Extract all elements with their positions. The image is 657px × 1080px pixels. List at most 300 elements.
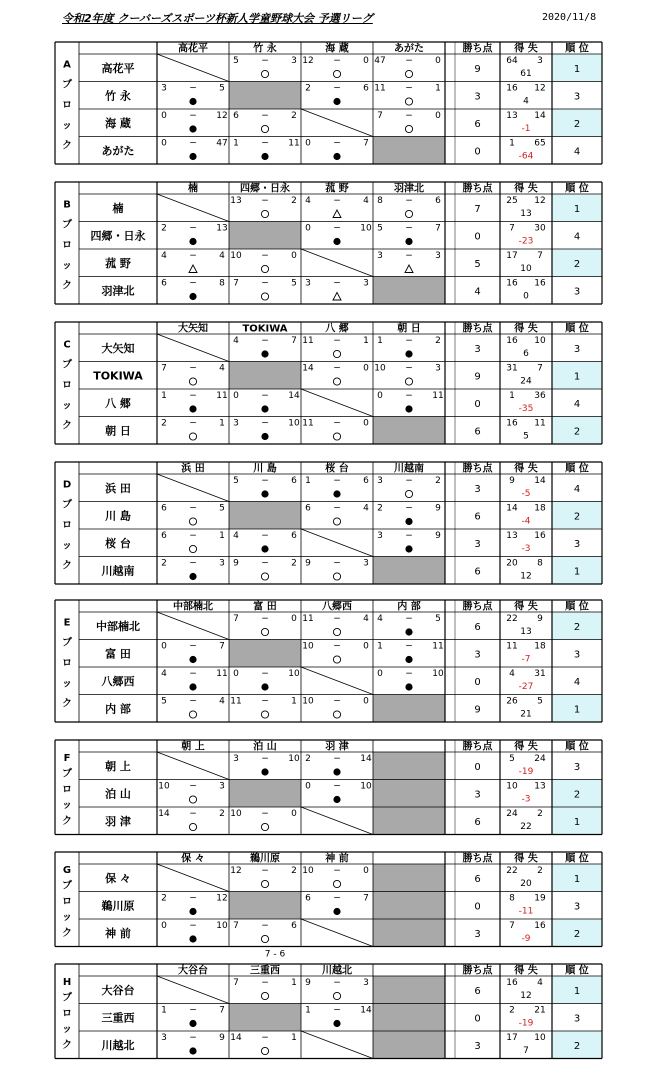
score-against: 4 [219, 363, 225, 374]
score-for: 7 [233, 978, 239, 988]
column-header-team: 楠 [188, 183, 198, 195]
match-result-cell [305, 504, 369, 526]
match-result-cell [233, 559, 297, 581]
score-for: 0 [305, 781, 311, 792]
row-team-name: 川越南 [101, 564, 135, 578]
match-result-cell [302, 866, 369, 888]
diagonal-cell [229, 502, 301, 530]
score-separator: − [261, 754, 269, 764]
diagonal-slash [301, 667, 373, 695]
block-label: ロ [62, 896, 72, 908]
score-for: 4 [161, 251, 167, 261]
loss-mark-icon [405, 518, 412, 525]
loss-mark-icon [189, 405, 196, 412]
loss-mark-icon [261, 153, 268, 160]
score-separator: − [333, 1005, 341, 1016]
row-team-name: 楠 [112, 201, 124, 215]
score-separator: − [261, 138, 269, 149]
match-result-cell [377, 111, 441, 133]
score-against: 2 [435, 476, 441, 486]
points-value: 0 [474, 231, 481, 243]
score-for: 1 [377, 336, 383, 346]
match-result-cell [305, 139, 369, 161]
score-for: 10 [230, 809, 242, 819]
block-label: ブ [62, 768, 72, 780]
rank-value: 4 [573, 146, 581, 158]
score-separator: − [405, 111, 413, 121]
score-separator: − [333, 278, 341, 289]
score-separator: − [405, 531, 413, 541]
score-separator: − [261, 866, 269, 876]
run-difference: 21 [520, 709, 532, 720]
run-difference: 20 [520, 879, 532, 889]
score-for: 10 [230, 251, 242, 261]
column-header-team: 菰 野 [325, 183, 349, 195]
score-for: 7 [161, 363, 167, 374]
score-for: 0 [161, 641, 167, 652]
score-separator: − [405, 476, 413, 486]
score-for: 10 [302, 696, 314, 707]
column-header-points: 勝ち点 [462, 183, 493, 195]
block-label: ブ [62, 880, 72, 892]
score-for: 10 [158, 781, 170, 792]
column-header-team: あがた [394, 43, 424, 55]
run-difference: -19 [518, 767, 534, 777]
score-for: 11 [302, 418, 314, 429]
score-for: 12 [230, 866, 242, 876]
block-label: G [62, 864, 72, 876]
row-team-name: あがた [101, 144, 135, 158]
rank-value: 1 [573, 704, 581, 716]
points-value: 0 [474, 761, 481, 773]
column-header-score: 得 失 [514, 853, 538, 865]
match-result-cell [158, 782, 225, 804]
score-against: 1 [291, 696, 297, 707]
block-label: ッ [62, 120, 72, 132]
block-table [55, 182, 602, 318]
column-header-team: 四郷・日永 [240, 183, 290, 195]
empty-cell [373, 919, 445, 947]
row-team-name: 泊 山 [105, 787, 131, 801]
win-mark-icon [405, 210, 412, 217]
score-against: 7 [219, 1005, 225, 1016]
score-separator: − [189, 669, 197, 679]
score-against: 10 [216, 921, 228, 931]
run-difference: 7 [523, 1046, 529, 1056]
score-against: 0 [291, 251, 297, 261]
loss-mark-icon [189, 935, 196, 942]
rank-value: 3 [573, 649, 581, 661]
loss-mark-icon [405, 683, 412, 690]
points-value: 6 [474, 816, 481, 828]
match-result-cell [161, 364, 225, 386]
match-result-cell [233, 139, 300, 161]
column-header-team: 羽 津 [325, 741, 349, 753]
runs-against: 7 [537, 363, 543, 374]
diagonal-cell [373, 277, 445, 305]
runs-for: 64 [506, 56, 518, 66]
score-separator: − [261, 696, 269, 707]
score-separator: − [189, 558, 197, 569]
score-against: 4 [363, 614, 369, 624]
row-team-name: 内 部 [105, 702, 131, 716]
score-against: 0 [363, 56, 369, 66]
score-against: 1 [363, 336, 369, 346]
match-result-cell [158, 809, 225, 831]
points-value: 6 [474, 621, 481, 633]
loss-mark-icon [261, 350, 268, 357]
runs-for: 17 [506, 1033, 518, 1043]
score-against: 0 [363, 641, 369, 652]
score-separator: − [405, 614, 413, 624]
win-mark-icon [405, 98, 412, 105]
score-separator: − [189, 696, 197, 707]
block-label: ッ [62, 400, 72, 412]
score-separator: − [405, 641, 413, 652]
run-difference: 0 [523, 291, 529, 302]
score-separator: − [189, 809, 197, 819]
row-team-name: 川 島 [105, 509, 131, 523]
score-separator: − [405, 363, 413, 374]
runs-for: 16 [506, 83, 518, 94]
score-for: 0 [161, 138, 167, 149]
loss-mark-icon [261, 405, 268, 412]
score-separator: − [189, 278, 197, 289]
match-result-cell [305, 894, 369, 916]
match-result-cell [233, 56, 297, 78]
block-grid [55, 462, 602, 598]
win-mark-icon [261, 125, 268, 132]
column-header-team: 海 蔵 [325, 43, 349, 55]
diagonal-cell [229, 362, 301, 390]
score-for: 3 [305, 278, 311, 289]
score-for: 14 [302, 363, 314, 374]
runs-for: 31 [506, 363, 518, 374]
score-for: 5 [161, 696, 167, 707]
win-mark-icon [189, 378, 196, 385]
win-mark-icon [261, 992, 268, 999]
match-result-cell [161, 504, 225, 526]
score-for: 2 [161, 558, 167, 569]
score-against: 1 [291, 978, 297, 988]
score-against: 3 [363, 978, 369, 988]
column-header-score: 得 失 [514, 43, 538, 55]
empty-cell [373, 807, 445, 835]
score-separator: − [189, 921, 197, 931]
score-for: 5 [377, 223, 383, 234]
loss-mark-icon [189, 908, 196, 915]
block-grid [55, 964, 602, 1073]
rank-value: 1 [573, 873, 581, 885]
column-header-score: 得 失 [514, 965, 538, 977]
win-mark-icon [261, 823, 268, 830]
score-against: 5 [435, 614, 441, 624]
match-result-cell [233, 476, 297, 498]
score-for: 6 [305, 503, 311, 514]
win-mark-icon [261, 628, 268, 635]
block-label: ッ [62, 678, 72, 690]
win-mark-icon [189, 823, 196, 830]
score-for: 1 [377, 641, 383, 652]
block-label: ク [62, 815, 72, 827]
runs-against: 4 [537, 978, 543, 988]
score-separator: − [405, 336, 413, 346]
score-against: 2 [219, 809, 225, 819]
loss-mark-icon [405, 405, 412, 412]
score-separator: − [333, 781, 341, 792]
empty-cell [373, 752, 445, 780]
runs-against: 10 [534, 336, 546, 346]
score-separator: − [189, 391, 197, 401]
score-for: 3 [161, 83, 167, 94]
score-against: 6 [435, 196, 441, 206]
win-mark-icon [333, 433, 340, 440]
run-difference: 6 [523, 349, 529, 359]
loss-mark-icon [405, 656, 412, 663]
rank-value: 2 [573, 1040, 581, 1052]
score-for: 2 [377, 503, 383, 514]
runs-against: 36 [534, 391, 546, 401]
match-result-cell [377, 531, 441, 553]
win-mark-icon [333, 711, 340, 718]
runs-against: 2 [537, 809, 543, 819]
match-result-cell [233, 614, 297, 636]
block-label: C [63, 339, 71, 351]
score-against: 6 [291, 476, 297, 486]
win-mark-icon [405, 70, 412, 77]
loss-mark-icon [333, 238, 340, 245]
score-separator: − [261, 669, 269, 679]
score-against: 2 [291, 866, 297, 876]
diagonal-slash [157, 864, 229, 892]
run-difference: 5 [523, 431, 529, 442]
runs-against: 14 [534, 476, 546, 486]
run-difference: -27 [518, 682, 534, 692]
block-label: ッ [62, 912, 72, 923]
column-header-points: 勝ち点 [462, 853, 493, 865]
column-header-team: 川越北 [322, 965, 352, 977]
score-against: 11 [216, 669, 228, 679]
diagonal-slash [301, 919, 373, 947]
score-for: 9 [305, 558, 311, 569]
block-table [55, 462, 602, 598]
row-team-name: 竹 永 [105, 89, 131, 103]
block-table [55, 740, 602, 849]
diagonal-cell [229, 222, 301, 250]
loss-mark-icon [189, 153, 196, 160]
match-result-cell [305, 196, 369, 218]
match-result-cell [377, 224, 441, 246]
column-header-team: 朝 上 [181, 741, 205, 753]
score-separator: − [405, 251, 413, 261]
match-result-cell [161, 531, 225, 553]
score-against: 6 [291, 531, 297, 541]
column-header-rank: 順 位 [565, 183, 589, 195]
score-separator: − [261, 111, 269, 121]
match-result-cell [233, 754, 300, 776]
page-title: 令和2年度 クーバーズスポーツ杯新人学童野球大会 予選リーグ [62, 12, 373, 25]
match-result-cell [161, 139, 228, 161]
runs-against: 30 [534, 223, 546, 234]
row-team-name: 保 々 [105, 871, 131, 885]
loss-mark-icon [333, 153, 340, 160]
draw-mark-icon [333, 210, 341, 218]
loss-mark-icon [405, 350, 412, 357]
score-against: 0 [435, 56, 441, 66]
score-against: 7 [435, 223, 441, 234]
row-team-name: TOKIWA [93, 369, 143, 383]
score-against: 0 [363, 866, 369, 876]
match-result-cell [377, 251, 441, 273]
loss-mark-icon [405, 628, 412, 635]
score-for: 0 [233, 391, 239, 401]
rank-value: 3 [573, 1013, 581, 1025]
runs-against: 13 [534, 781, 546, 792]
points-value: 6 [474, 873, 481, 885]
score-against: 1 [219, 531, 225, 541]
score-separator: − [333, 978, 341, 988]
run-difference: -11 [518, 906, 534, 917]
points-value: 6 [474, 566, 481, 578]
column-header-rank: 順 位 [565, 741, 589, 753]
date-label: 2020/11/8 [542, 12, 597, 23]
runs-against: 9 [537, 614, 543, 624]
rank-value: 3 [573, 538, 581, 550]
match-result-cell [161, 419, 225, 441]
run-difference: -1 [521, 124, 531, 134]
match-result-cell [233, 391, 300, 413]
points-value: 3 [474, 928, 481, 940]
score-separator: − [333, 754, 341, 764]
loss-mark-icon [189, 293, 196, 300]
match-result-cell [233, 531, 297, 553]
loss-mark-icon [333, 490, 340, 497]
score-against: 7 [363, 138, 369, 149]
score-against: 6 [363, 83, 369, 94]
run-difference: -23 [518, 236, 534, 247]
diagonal-slash [157, 474, 229, 502]
score-separator: − [333, 696, 341, 707]
score-against: 0 [363, 418, 369, 429]
score-for: 0 [161, 111, 167, 121]
score-for: 0 [161, 921, 167, 931]
rank-value: 3 [573, 91, 581, 103]
diagonal-cell [229, 82, 301, 110]
match-result-cell [302, 364, 369, 386]
column-header-team: 泊 山 [253, 741, 277, 753]
score-against: 5 [291, 278, 297, 289]
run-difference: 24 [520, 376, 532, 387]
score-against: 14 [360, 754, 372, 764]
block-grid [55, 600, 602, 736]
column-header-points: 勝ち点 [462, 741, 493, 753]
loss-mark-icon [333, 796, 340, 803]
rank-value: 1 [573, 371, 581, 383]
match-result-cell [377, 669, 444, 691]
points-value: 4 [474, 286, 481, 298]
score-for: 47 [374, 56, 386, 66]
loss-mark-icon [405, 545, 412, 552]
score-for: 2 [161, 418, 167, 429]
column-header-team: 竹 永 [253, 43, 277, 55]
points-value: 9 [474, 63, 481, 75]
match-result-cell [161, 1006, 225, 1028]
match-result-cell [374, 56, 441, 78]
points-value: 6 [474, 511, 481, 523]
block-label: ッ [62, 1024, 72, 1035]
block-label: ブ [62, 79, 72, 91]
score-for: 1 [305, 476, 311, 486]
match-result-cell [161, 84, 225, 106]
score-for: 3 [377, 251, 383, 261]
score-for: 3 [377, 531, 383, 541]
score-separator: − [189, 111, 197, 121]
score-against: 14 [288, 391, 300, 401]
score-for: 1 [233, 138, 239, 149]
match-result-cell [161, 921, 228, 943]
score-against: 5 [219, 83, 225, 94]
match-result-cell [305, 559, 369, 581]
runs-against: 16 [534, 921, 546, 931]
score-separator: − [405, 196, 413, 206]
score-separator: − [261, 558, 269, 569]
row-team-name: 大矢知 [101, 341, 135, 355]
score-for: 1 [161, 1005, 167, 1016]
score-separator: − [189, 893, 197, 904]
empty-cell [373, 976, 445, 1004]
rank-value: 1 [573, 63, 581, 75]
score-separator: − [405, 223, 413, 234]
runs-against: 5 [537, 696, 543, 707]
score-separator: − [189, 781, 197, 792]
block-grid [55, 740, 602, 849]
block-label: ロ [62, 658, 72, 669]
runs-for: 26 [506, 696, 518, 707]
runs-for: 22 [506, 614, 518, 624]
runs-against: 18 [534, 503, 546, 514]
column-header-points: 勝ち点 [462, 43, 493, 55]
row-team-name: 富 田 [105, 647, 131, 661]
column-header-team: 高花平 [178, 43, 208, 55]
runs-against: 14 [534, 111, 546, 121]
run-difference: 12 [520, 991, 532, 1001]
score-against: 3 [435, 251, 441, 261]
runs-against: 19 [534, 893, 546, 904]
score-separator: − [261, 476, 269, 486]
block-label: F [63, 752, 71, 764]
win-mark-icon [333, 992, 340, 999]
runs-for: 5 [509, 754, 515, 764]
win-mark-icon [261, 573, 268, 580]
match-result-cell [161, 391, 228, 413]
block-label: ッ [62, 260, 72, 272]
score-against: 1 [291, 1033, 297, 1043]
run-difference: 22 [520, 822, 532, 832]
block-label: ロ [62, 1008, 72, 1020]
score-separator: − [261, 614, 269, 624]
run-difference: 13 [520, 209, 532, 219]
rank-value: 1 [573, 203, 581, 215]
column-header-rank: 順 位 [565, 601, 589, 613]
match-result-cell [377, 336, 441, 358]
score-separator: − [189, 251, 197, 261]
block-table [55, 42, 602, 178]
loss-mark-icon [333, 1020, 340, 1027]
loss-mark-icon [261, 768, 268, 775]
match-result-cell [230, 196, 297, 218]
runs-for: 16 [506, 978, 518, 988]
match-result-cell [161, 279, 225, 301]
